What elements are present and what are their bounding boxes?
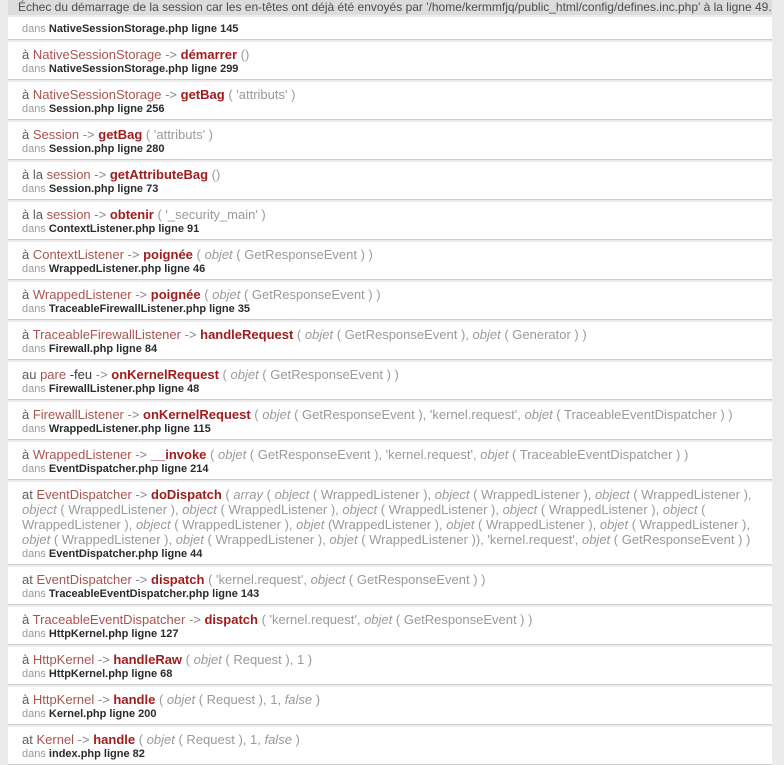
- location-label: dans: [22, 588, 49, 600]
- trace-row: [8, 727, 772, 765]
- type-hint: objet: [329, 532, 358, 547]
- method-name: getAttributeBag: [109, 167, 209, 182]
- method-name: obtenir: [109, 207, 154, 222]
- trace-row: [8, 442, 772, 480]
- error-message-banner: [8, 0, 772, 15]
- arrow-separator: ->: [123, 407, 144, 422]
- trace-call-line: [22, 447, 758, 462]
- class-name: EventDispatcher: [36, 487, 132, 502]
- call-prefix: à: [22, 87, 33, 102]
- arrow-separator: ->: [161, 87, 181, 102]
- location-label: dans: [22, 63, 49, 75]
- type-hint: false: [284, 692, 313, 707]
- trace-location: [22, 63, 758, 76]
- type-hint: objet: [22, 532, 51, 547]
- call-arguments: ( 'kernel.request', object ( GetResponseEvent ) ): [204, 572, 486, 587]
- call-prefix: at: [22, 572, 37, 587]
- call-prefix: à: [22, 407, 33, 422]
- trace-row: [8, 607, 772, 645]
- file-and-line: EventDispatcher.php ligne 44: [48, 548, 203, 560]
- arrow-separator: ->: [131, 572, 152, 587]
- type-hint: false: [264, 732, 292, 747]
- file-and-line: WrappedListener.php ligne 115: [48, 423, 211, 435]
- location-label: dans: [22, 423, 49, 435]
- class-name: NativeSessionStorage: [32, 47, 162, 62]
- file-and-line: NativeSessionStorage.php ligne 299: [48, 63, 239, 75]
- method-name: handleRaw: [113, 652, 183, 667]
- trace-location: [22, 423, 758, 436]
- method-name: handle: [113, 692, 156, 707]
- file-and-line: ContextListener.php ligne 91: [48, 223, 200, 235]
- method-name: poignée: [150, 287, 201, 302]
- class-name: TraceableFirewallListener: [32, 327, 181, 342]
- location-label: dans: [22, 748, 49, 760]
- call-prefix: à: [22, 612, 33, 627]
- trace-location: [22, 103, 758, 116]
- arrow-separator: ->: [92, 367, 112, 382]
- trace-location: [22, 343, 758, 356]
- call-arguments: (): [237, 47, 250, 62]
- method-name: doDispatch: [151, 487, 222, 502]
- call-arguments: (): [208, 167, 221, 182]
- call-arguments: ( '_security_main' ): [153, 207, 266, 222]
- class-name: Session: [32, 127, 80, 142]
- trace-call-line: [22, 167, 758, 182]
- call-prefix: at: [22, 732, 37, 747]
- type-hint: objet: [446, 517, 475, 532]
- arrow-separator: ->: [90, 207, 110, 222]
- type-hint: objet: [175, 532, 204, 547]
- type-hint: objet: [230, 367, 259, 382]
- trace-location: [22, 628, 758, 641]
- file-and-line: FirewallListener.php ligne 48: [48, 383, 200, 395]
- call-arguments: ( objet ( Request ), 1, false ): [135, 732, 300, 747]
- call-arguments: ( objet ( GetResponseEvent ) ): [200, 287, 381, 302]
- trace-row: [8, 282, 772, 320]
- trace-row: [8, 82, 772, 120]
- trace-call-line: [22, 87, 758, 102]
- call-arguments: ( objet ( GetResponseEvent ), 'kernel.request', objet ( TraceableEventDispatcher ) ): [206, 447, 689, 462]
- trace-row: [8, 202, 772, 240]
- type-hint: object: [594, 487, 630, 502]
- trace-location: [22, 383, 758, 396]
- call-arguments: ( 'kernel.request', objet ( GetResponseEvent ) ): [257, 612, 533, 627]
- trace-call-line: [22, 692, 758, 707]
- method-name: démarrer: [180, 47, 238, 62]
- file-and-line: HttpKernel.php ligne 127: [48, 628, 179, 640]
- call-arguments: ( objet ( Request ), 1 ): [182, 652, 313, 667]
- type-hint: object: [22, 502, 57, 517]
- file-and-line: Kernel.php ligne 200: [48, 708, 157, 720]
- arrow-separator: ->: [131, 287, 151, 302]
- trace-row: [8, 42, 772, 80]
- file-and-line: Firewall.php ligne 84: [48, 343, 158, 355]
- type-hint: objet: [472, 327, 501, 342]
- trace-call-line: [22, 612, 758, 627]
- call-prefix: à: [22, 247, 33, 262]
- method-name: getBag: [98, 127, 143, 142]
- trace-call-line: [22, 407, 758, 422]
- method-name: dispatch: [204, 612, 258, 627]
- type-hint: object: [274, 487, 310, 502]
- class-name: HttpKernel: [32, 692, 95, 707]
- location-label: dans: [22, 183, 49, 195]
- type-hint: objet: [204, 247, 233, 262]
- location-label: dans: [22, 708, 49, 720]
- call-prefix: à la: [22, 167, 47, 182]
- trace-row: [8, 162, 772, 200]
- file-and-line: TraceableEventDispatcher.php ligne 143: [48, 588, 260, 600]
- type-hint: objet: [193, 652, 222, 667]
- class-name: ContextListener: [32, 247, 124, 262]
- trace-location: [22, 223, 758, 236]
- type-hint: objet: [212, 287, 241, 302]
- type-hint: objet: [166, 692, 196, 707]
- class-name: WrappedListener: [32, 447, 132, 462]
- trace-location: [22, 263, 758, 276]
- trace-call-line: [22, 207, 758, 222]
- call-arguments: ( array ( object ( WrappedListener ), object ( WrappedListener ), object ( WrappedListener ), object ( WrappedListener ), object ( WrappedListener ), object ( WrappedListener ), object ( WrappedListener ), object ( WrappedListener ), object ( WrappedListener ), objet (WrappedListener ), objet ( WrappedListener ), objet ( WrappedListener ), objet ( WrappedListener ), objet ( WrappedListener ), objet ( WrappedListener )), 'kernel.request', objet ( GetResponseEvent ) ): [22, 487, 752, 547]
- class-name: FirewallListener: [32, 407, 124, 422]
- call-arguments: ( objet ( GetResponseEvent ) ): [218, 367, 399, 382]
- location-label: dans: [22, 23, 49, 35]
- arrow-separator: ->: [94, 652, 114, 667]
- arrow-separator: ->: [180, 327, 201, 342]
- type-hint: objet: [599, 517, 629, 532]
- class-name: session: [46, 167, 91, 182]
- arrow-separator: ->: [90, 167, 110, 182]
- type-hint: objet: [304, 327, 334, 342]
- call-prefix: à: [22, 447, 33, 462]
- location-label: dans: [22, 303, 49, 315]
- file-and-line: TraceableFirewallListener.php ligne 35: [48, 303, 251, 315]
- type-hint: object: [662, 502, 698, 517]
- file-and-line: Session.php ligne 73: [48, 183, 159, 195]
- class-name: pare: [40, 367, 67, 382]
- call-prefix: à: [22, 47, 33, 62]
- location-label: dans: [22, 668, 49, 680]
- file-and-line: Session.php ligne 280: [48, 143, 165, 155]
- method-name: handleRequest: [200, 327, 294, 342]
- class-name: session: [46, 207, 91, 222]
- type-hint: objet: [146, 732, 175, 747]
- type-hint: objet: [262, 407, 291, 422]
- type-hint: object: [502, 502, 538, 517]
- file-and-line: NativeSessionStorage.php ligne 145: [48, 23, 239, 35]
- arrow-separator: ->: [94, 692, 114, 707]
- type-hint: object: [434, 487, 470, 502]
- trace-location: [22, 708, 758, 721]
- call-prefix: à: [22, 327, 33, 342]
- trace-call-line: [22, 47, 758, 62]
- method-name: onKernelRequest: [143, 407, 251, 422]
- file-and-line: HttpKernel.php ligne 68: [48, 668, 173, 680]
- type-hint: objet: [480, 447, 509, 462]
- class-name-suffix: -feu: [66, 367, 93, 382]
- location-label: dans: [22, 343, 49, 355]
- method-name: getBag: [180, 87, 225, 102]
- call-arguments: ( objet ( GetResponseEvent ), objet ( Generator ) ): [293, 327, 587, 342]
- trace-location: [22, 548, 758, 561]
- trace-row: [8, 362, 772, 400]
- trace-location: [22, 183, 758, 196]
- arrow-separator: ->: [74, 732, 94, 747]
- call-arguments: ( objet ( GetResponseEvent ) ): [192, 247, 373, 262]
- call-prefix: à: [22, 692, 33, 707]
- type-hint: objet: [581, 532, 611, 547]
- trace-list: [8, 17, 772, 765]
- type-hint: objet: [296, 517, 325, 532]
- class-name: WrappedListener: [32, 287, 132, 302]
- arrow-separator: ->: [123, 247, 144, 262]
- trace-row: [8, 482, 772, 565]
- call-arguments: ( 'attributs' ): [142, 127, 214, 142]
- location-label: dans: [22, 223, 49, 235]
- call-prefix: à la: [22, 207, 47, 222]
- class-name: Kernel: [36, 732, 75, 747]
- class-name: HttpKernel: [32, 652, 95, 667]
- type-hint: object: [342, 502, 378, 517]
- type-hint: objet: [524, 407, 553, 422]
- location-label: dans: [22, 463, 49, 475]
- location-label: dans: [22, 548, 49, 560]
- method-name: poignée: [143, 247, 193, 262]
- trace-row: [8, 322, 772, 360]
- location-label: dans: [22, 143, 49, 155]
- trace-call-line: [22, 572, 758, 587]
- trace-call-line: [22, 732, 758, 747]
- file-and-line: index.php ligne 82: [48, 748, 145, 760]
- call-arguments: ( 'attributs' ): [224, 87, 296, 102]
- location-label: dans: [22, 263, 49, 275]
- error-page: [8, 0, 772, 765]
- trace-call-line: [22, 287, 758, 302]
- class-name: NativeSessionStorage: [32, 87, 162, 102]
- trace-call-line: [22, 487, 758, 547]
- trace-location: [22, 463, 758, 476]
- trace-location: [22, 23, 758, 36]
- arrow-separator: ->: [161, 47, 181, 62]
- trace-row: [8, 687, 772, 725]
- type-hint: objet: [217, 447, 247, 462]
- trace-location: [22, 668, 758, 681]
- file-and-line: EventDispatcher.php ligne 214: [48, 463, 209, 475]
- trace-row: [8, 17, 772, 40]
- arrow-separator: ->: [79, 127, 99, 142]
- call-prefix: at: [22, 487, 37, 502]
- trace-call-line: [22, 247, 758, 262]
- location-label: dans: [22, 103, 49, 115]
- arrow-separator: ->: [131, 447, 151, 462]
- arrow-separator: ->: [131, 487, 152, 502]
- error-message: Échec du démarrage de la session car les en-têtes ont déjà été envoyés par '/home/kermmfjq/public_html/config/defines.inc.php' à la ligne 49.: [18, 0, 772, 14]
- trace-location: [22, 143, 758, 156]
- method-name: dispatch: [151, 572, 205, 587]
- trace-location: [22, 303, 758, 316]
- type-hint: object: [310, 572, 346, 587]
- call-prefix: à: [22, 652, 33, 667]
- trace-call-line: [22, 127, 758, 142]
- call-prefix: au: [22, 367, 41, 382]
- location-label: dans: [22, 383, 49, 395]
- call-prefix: à: [22, 127, 33, 142]
- type-hint: object: [182, 502, 217, 517]
- method-name: handle: [93, 732, 136, 747]
- trace-row: [8, 242, 772, 280]
- type-hint: objet: [364, 612, 393, 627]
- class-name: TraceableEventDispatcher: [32, 612, 186, 627]
- method-name: __invoke: [150, 447, 207, 462]
- trace-row: [8, 122, 772, 160]
- type-hint: object: [135, 517, 171, 532]
- call-prefix: à: [22, 287, 33, 302]
- trace-location: [22, 588, 758, 601]
- trace-call-line: [22, 652, 758, 667]
- trace-row: [8, 567, 772, 605]
- trace-call-line: [22, 327, 758, 342]
- arrow-separator: ->: [185, 612, 205, 627]
- location-label: dans: [22, 628, 49, 640]
- type-hint: array: [233, 487, 263, 502]
- method-name: onKernelRequest: [111, 367, 219, 382]
- file-and-line: Session.php ligne 256: [48, 103, 165, 115]
- trace-row: [8, 402, 772, 440]
- file-and-line: WrappedListener.php ligne 46: [48, 263, 206, 275]
- call-arguments: ( objet ( Request ), 1, false ): [155, 692, 321, 707]
- trace-row: [8, 647, 772, 685]
- trace-call-line: [22, 367, 758, 382]
- class-name: EventDispatcher: [36, 572, 132, 587]
- call-arguments: ( objet ( GetResponseEvent ), 'kernel.request', objet ( TraceableEventDispatcher ) ): [250, 407, 733, 422]
